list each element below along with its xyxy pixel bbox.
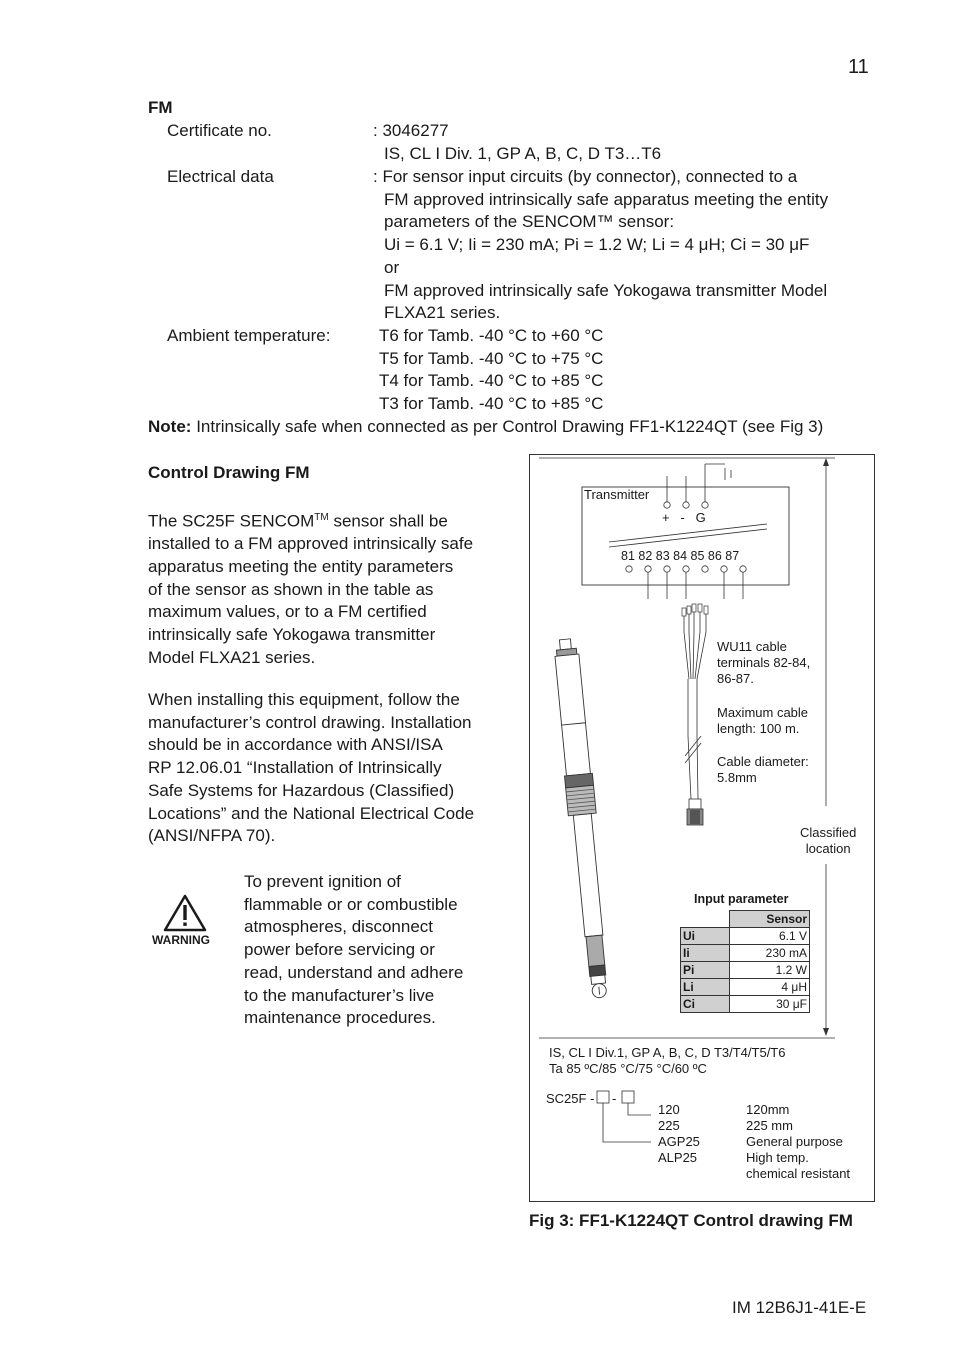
paragraph-line: installed to a FM approved intrinsically safe xyxy=(148,534,474,554)
paragraph-line: maximum values, or to a FM certified xyxy=(148,602,427,622)
paragraph-line: The SC25F SENCOM™ sensor shall be xyxy=(148,511,448,531)
electrical-line: or xyxy=(384,258,400,277)
ambient-line: T5 for Tamb. -40 °C to +75 °C xyxy=(379,349,604,368)
electrical-line: : For sensor input circuits (by connector), connected to a xyxy=(373,167,798,186)
warning-text xyxy=(244,871,504,1030)
note xyxy=(148,415,823,438)
model-code-dash: - xyxy=(612,1091,617,1106)
paragraph-line: Locations” and the National Electrical Code xyxy=(148,803,475,823)
rating-text: IS, CL I Div.1, GP A, B, C, D T3/T4/T5/T6 Ta 85 ºC/85 °C/75 °C/60 ºC xyxy=(549,1045,786,1076)
note-label: Note: xyxy=(148,417,192,436)
paragraph-line: RP 12.06.01 “Installation of Intrinsically xyxy=(148,758,442,778)
control-drawing-heading: Control Drawing FM xyxy=(148,463,310,482)
table-row: Ci 30 μF xyxy=(681,996,810,1013)
electrical-label: Electrical data xyxy=(167,167,274,186)
control-paragraph-1 xyxy=(148,507,498,670)
certificate-value: : 3046277 xyxy=(373,121,449,140)
page-number: 11 xyxy=(848,56,869,78)
paragraph-line: of the sensor as shown in the table as xyxy=(148,579,434,599)
ambient-line: T3 for Tamb. -40 °C to +85 °C xyxy=(379,394,604,413)
table-row: Li 4 μH xyxy=(681,979,810,996)
warning-line: maintenance procedures. xyxy=(244,1008,436,1028)
table-row: Pi 1.2 W xyxy=(681,962,810,979)
certificate-label: Certificate no. xyxy=(167,121,272,140)
fm-heading: FM xyxy=(148,98,173,117)
paragraph-line: (ANSI/NFPA 70). xyxy=(148,826,276,846)
cable-note: WU11 cable terminals 82-84, 86-87. xyxy=(717,639,811,686)
input-parameter-title: Input parameter xyxy=(694,892,789,906)
warning-line: read, understand and adhere xyxy=(244,962,464,982)
warning-triangle-icon xyxy=(162,893,208,933)
paragraph-line: apparatus meeting the entity parameters xyxy=(148,557,454,577)
paragraph-line: manufacturer’s control drawing. Installation xyxy=(148,712,472,732)
paragraph-line: intrinsically safe Yokogawa transmitter xyxy=(148,625,436,645)
option-codes: 120 225 AGP25 ALP25 xyxy=(658,1102,700,1165)
electrical-line: Ui = 6.1 V; Ii = 230 mA; Pi = 1.2 W; Li = 4 μH; Ci = 30 μF xyxy=(384,235,810,254)
electrical-line: FLXA21 series. xyxy=(384,303,501,322)
warning-line: to the manufacturer’s live xyxy=(244,985,435,1005)
warning-line: power before servicing or xyxy=(244,940,435,960)
classified-location-label: Classified location xyxy=(800,825,857,856)
electrical-line: FM approved intrinsically safe Yokogawa transmitter Model xyxy=(384,281,828,300)
paragraph-line: Safe Systems for Hazardous (Classified) xyxy=(148,780,455,800)
table-header-sensor: Sensor xyxy=(730,911,810,928)
input-parameter-table xyxy=(680,910,810,1013)
figure-caption: Fig 3: FF1-K1224QT Control drawing FM xyxy=(529,1211,853,1230)
power-terminal-labels: + - G xyxy=(662,510,706,525)
table-row: Ii 230 mA xyxy=(681,945,810,962)
cable-diameter: Cable diameter: 5.8mm xyxy=(717,754,809,785)
control-paragraph-2 xyxy=(148,689,498,848)
warning-line: atmospheres, disconnect xyxy=(244,917,433,937)
note-text: Intrinsically safe when connected as per Control Drawing FF1-K1224QT (see Fig 3) xyxy=(196,417,824,436)
table-row: Ui 6.1 V xyxy=(681,928,810,945)
paragraph-line: should be in accordance with ANSI/ISA xyxy=(148,735,443,755)
paragraph-line: When installing this equipment, follow the xyxy=(148,690,460,709)
transmitter-label: Transmitter xyxy=(584,487,650,502)
max-cable-length: Maximum cable length: 100 m. xyxy=(717,705,809,736)
paragraph-line: Model FLXA21 series. xyxy=(148,647,316,667)
ambient-line: T4 for Tamb. -40 °C to +85 °C xyxy=(379,371,604,390)
table-header-row xyxy=(681,911,810,928)
model-code: SC25F - xyxy=(546,1091,595,1106)
sensor-probe xyxy=(551,638,613,999)
ambient-label: Ambient temperature: xyxy=(167,326,331,345)
option-descriptions: 120mm 225 mm General purpose High temp. chemical resistant xyxy=(746,1102,851,1181)
electrical-line: parameters of the SENCOM™ sensor: xyxy=(384,212,675,231)
document-code: IM 12B6J1-41E-E xyxy=(732,1298,867,1317)
warning-line: flammable or or combustible xyxy=(244,894,458,914)
ambient-line: T6 for Tamb. -40 °C to +60 °C xyxy=(379,326,604,345)
sensor-terminal-numbers: 81 82 83 84 85 86 87 xyxy=(621,549,740,563)
certificate-class: IS, CL I Div. 1, GP A, B, C, D T3…T6 xyxy=(384,144,662,163)
electrical-line: FM approved intrinsically safe apparatus meeting the entity xyxy=(384,190,829,209)
warning-line: To prevent ignition of xyxy=(244,872,401,891)
warning-label: WARNING xyxy=(152,933,210,947)
